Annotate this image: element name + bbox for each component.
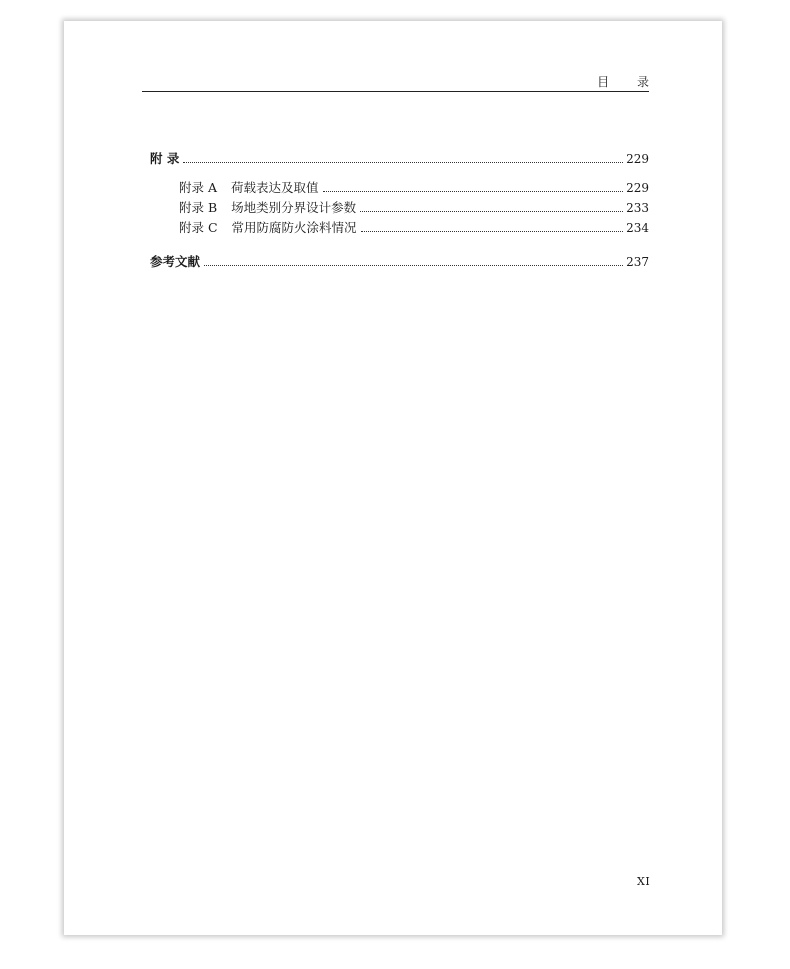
- spacer: [150, 169, 649, 178]
- toc-entry-appendix[interactable]: [150, 149, 649, 169]
- toc-entry-appendix-b[interactable]: [150, 198, 649, 218]
- dot-leader: [183, 161, 623, 163]
- dot-leader: [323, 190, 624, 192]
- toc-entry-label: 附 录: [150, 151, 180, 166]
- toc-entry-page: 229: [626, 152, 649, 166]
- toc-entry-page: 237: [626, 255, 649, 269]
- toc-entry-label: 参考文献: [150, 254, 201, 269]
- spacer: [150, 238, 649, 252]
- dot-leader: [360, 210, 623, 212]
- toc-entry-label: 荷载表达及取值: [231, 180, 319, 195]
- toc-entry-page: 234: [626, 221, 649, 235]
- toc-entry-references[interactable]: [150, 252, 649, 272]
- toc-entry-label: 常用防腐防火涂料情况: [231, 220, 357, 235]
- dot-leader: [204, 264, 623, 266]
- dot-leader: [361, 230, 624, 232]
- table-of-contents: [150, 149, 649, 272]
- toc-entry-prefix: 附录 C: [179, 220, 218, 235]
- running-header: [142, 75, 661, 92]
- header-title: 目 录: [597, 75, 661, 89]
- document-page: [64, 21, 722, 935]
- toc-entry-appendix-a[interactable]: [150, 178, 649, 198]
- toc-entry-label: 场地类别分界设计参数: [231, 200, 357, 215]
- page-number: XI: [637, 875, 651, 888]
- toc-entry-appendix-c[interactable]: [150, 218, 649, 238]
- toc-entry-prefix: 附录 B: [179, 200, 218, 215]
- toc-entry-page: 229: [626, 181, 649, 195]
- toc-entry-page: 233: [626, 201, 649, 215]
- toc-entry-prefix: 附录 A: [179, 180, 218, 195]
